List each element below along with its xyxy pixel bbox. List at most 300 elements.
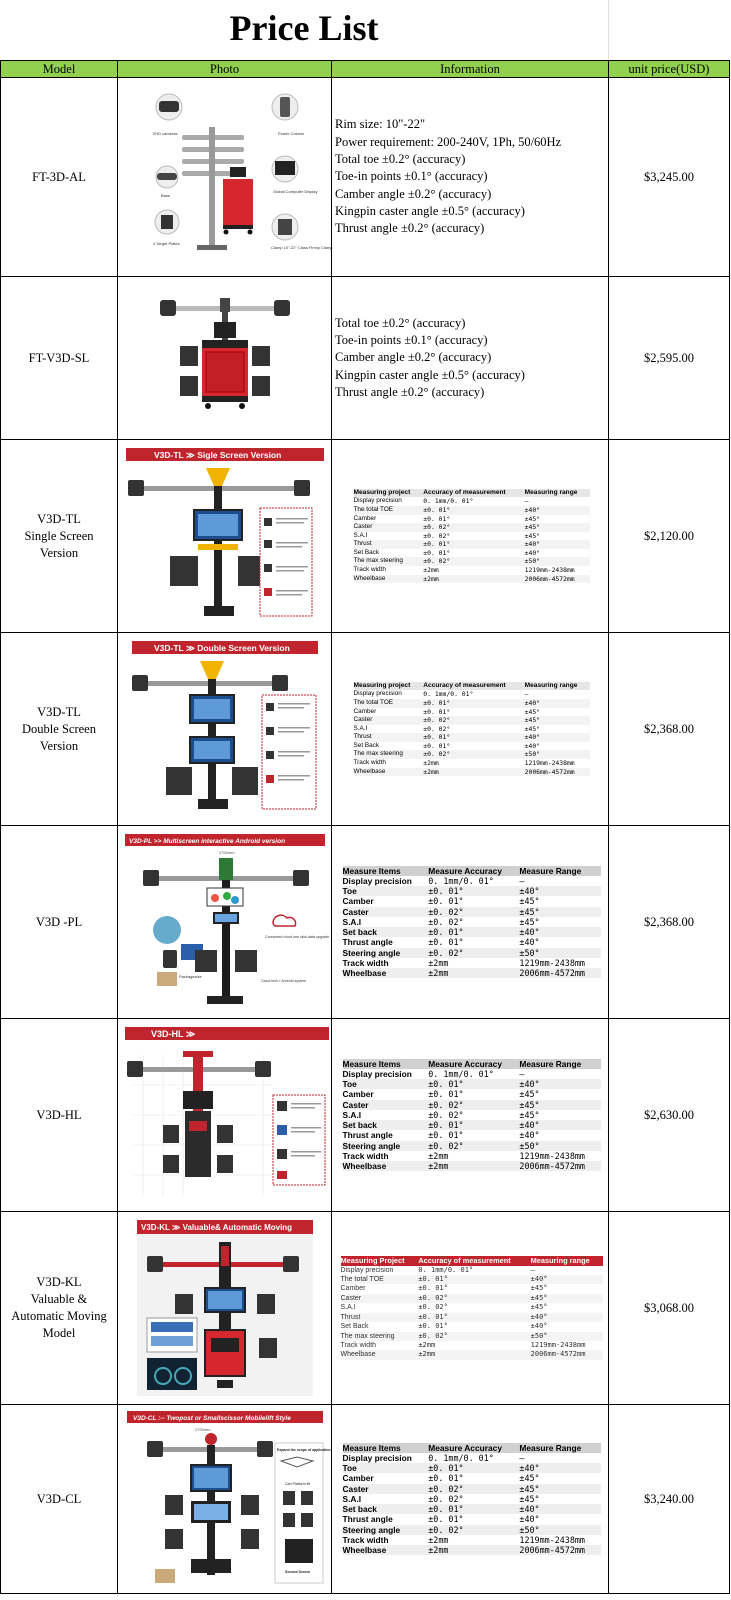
spec-item: Toe bbox=[343, 1463, 429, 1473]
spec-row bbox=[341, 1266, 603, 1275]
model-cell bbox=[1, 440, 118, 633]
spec-range: ±45° bbox=[519, 916, 540, 927]
spec-accuracy: ±0. 02° bbox=[428, 1484, 519, 1494]
spec-item: The total TOE bbox=[341, 1275, 419, 1284]
photo-label: Cart Platform lift bbox=[284, 1482, 310, 1486]
spec-item: Set Back bbox=[353, 548, 380, 556]
spec-header-row bbox=[343, 1059, 601, 1069]
info-cell bbox=[332, 78, 609, 277]
table-row bbox=[1, 277, 730, 440]
spec-accuracy: ±0. 01° bbox=[428, 1504, 519, 1514]
spec-range: ±45° bbox=[519, 1100, 600, 1110]
spec-item: Set back bbox=[343, 927, 429, 937]
spec-row bbox=[354, 733, 590, 742]
spec-item: S.A.I bbox=[353, 531, 368, 539]
spec-row bbox=[354, 506, 590, 515]
photo-label: Clamp 10"-22" Class Firmly Clamp bbox=[270, 245, 333, 250]
spec-header: Accuracy of measurement bbox=[423, 682, 524, 691]
spec-row bbox=[354, 699, 590, 708]
spec-range: ±45° bbox=[524, 531, 541, 540]
model-name: V3D-KL bbox=[36, 1275, 82, 1289]
spec-accuracy: ±0. 01° bbox=[428, 927, 519, 937]
spec-header: Measure Accuracy bbox=[428, 1059, 519, 1069]
spec-accuracy: 0. 1mm/0. 01° bbox=[428, 1453, 494, 1464]
spec-range: ±40° bbox=[519, 1120, 600, 1130]
spec-row bbox=[354, 708, 590, 717]
spec-range: ±45° bbox=[519, 1089, 540, 1100]
spec-range: ±45° bbox=[519, 907, 600, 917]
spec-range: ±40° bbox=[519, 1130, 540, 1141]
spec-item: Track width bbox=[353, 759, 386, 767]
spec-row bbox=[341, 1303, 603, 1312]
spec-accuracy: ±0. 02° bbox=[418, 1294, 530, 1303]
spec-header: Measuring range bbox=[525, 489, 590, 498]
photo-label: 4 Target Plates bbox=[152, 241, 180, 246]
model-cell bbox=[1, 277, 118, 440]
spec-item: Thrust bbox=[341, 1313, 419, 1322]
spec-header: Measure Items bbox=[343, 1443, 429, 1453]
info-line: Total toe ±0.2° (accuracy) bbox=[335, 315, 466, 330]
spec-accuracy: ±0. 01° bbox=[423, 506, 524, 515]
spec-row bbox=[343, 886, 601, 896]
spec-row bbox=[343, 1494, 601, 1504]
spec-row bbox=[343, 1473, 601, 1483]
spec-item: Set Back bbox=[353, 741, 380, 749]
spec-range: 2006mm-4572mm bbox=[531, 1350, 603, 1359]
spec-header: Measuring project bbox=[354, 682, 424, 691]
photo-cell bbox=[118, 440, 332, 633]
price-cell: $2,120.00 bbox=[609, 440, 730, 633]
model-name: V3D -PL bbox=[35, 914, 83, 929]
spec-accuracy: ±0. 01° bbox=[428, 1463, 519, 1473]
spec-range: ±50° bbox=[525, 750, 590, 759]
spec-accuracy: ±0. 02° bbox=[418, 1303, 448, 1312]
spec-range: 1219mm-2438mm bbox=[524, 759, 575, 768]
info-line: Camber angle ±0.2° (accuracy) bbox=[335, 350, 492, 365]
spec-item: Display precision bbox=[342, 876, 412, 887]
spec-header: Measure Range bbox=[519, 1443, 600, 1453]
table-row bbox=[1, 1212, 730, 1405]
model-name: FT-V3D-SL bbox=[28, 350, 90, 365]
spec-accuracy: ±0. 01° bbox=[423, 514, 451, 523]
model-name: V3D-TL bbox=[37, 704, 81, 719]
spec-item: Caster bbox=[354, 716, 424, 725]
spec-row bbox=[343, 1141, 601, 1151]
spec-header: Accuracy of measurement bbox=[418, 1256, 530, 1265]
info-cell bbox=[332, 826, 609, 1019]
spec-header: Measure Items bbox=[343, 866, 429, 876]
spec-accuracy: ±0. 02° bbox=[428, 916, 464, 927]
spec-accuracy: ±2mm bbox=[423, 759, 439, 768]
spec-item: Caster bbox=[354, 523, 424, 532]
spec-item: Track width bbox=[340, 1341, 377, 1349]
table-row bbox=[1, 1019, 730, 1212]
spec-range: ±50° bbox=[519, 1141, 600, 1151]
spec-accuracy: ±0. 02° bbox=[423, 724, 451, 733]
spec-accuracy: ±0. 02° bbox=[423, 750, 524, 759]
table-row bbox=[1, 633, 730, 826]
spec-row bbox=[354, 532, 590, 541]
spec-row bbox=[343, 1079, 601, 1089]
spec-range: ±40° bbox=[524, 741, 541, 750]
table-header-row bbox=[1, 61, 730, 78]
photo-cell bbox=[118, 1212, 332, 1405]
spec-item: Display precision bbox=[342, 1069, 412, 1080]
spec-accuracy: ±0. 02° bbox=[428, 907, 519, 917]
price-cell: $2,368.00 bbox=[609, 826, 730, 1019]
photo-cell bbox=[118, 277, 332, 440]
spec-range: ±50° bbox=[531, 1332, 603, 1341]
spec-item: S.A.I bbox=[342, 1109, 362, 1120]
spec-row bbox=[343, 1484, 601, 1494]
spec-item: Thrust angle bbox=[342, 1130, 393, 1141]
product-photo-v3d-tl-single bbox=[124, 446, 326, 626]
info-line: Toe-in points ±0.1° (accuracy) bbox=[335, 169, 488, 184]
spec-accuracy: ±0. 02° bbox=[428, 1141, 519, 1151]
spec-item: Steering angle bbox=[343, 1525, 429, 1535]
price-cell: $2,630.00 bbox=[609, 1019, 730, 1212]
product-photo-v3d-pl bbox=[123, 832, 327, 1012]
info-line: Thrust angle ±0.2° (accuracy) bbox=[335, 384, 485, 399]
spec-accuracy: ±0. 02° bbox=[428, 1109, 464, 1120]
spec-header: Accuracy of measurement bbox=[423, 489, 524, 498]
spec-row bbox=[343, 1100, 601, 1110]
spec-range: ±40° bbox=[519, 886, 600, 896]
spec-item: Camber bbox=[353, 514, 377, 522]
info-cell bbox=[332, 1019, 609, 1212]
spec-item: Wheelbase bbox=[343, 1161, 429, 1171]
spec-row bbox=[343, 948, 601, 958]
spec-range: ±45° bbox=[524, 514, 541, 523]
spec-header: Measure Items bbox=[343, 1059, 429, 1069]
photo-banner: V3D-TL ≫ Double Screen Version bbox=[153, 643, 290, 653]
spec-range: ±40° bbox=[530, 1322, 548, 1331]
table-row bbox=[1, 1405, 730, 1594]
header-photo: Photo bbox=[118, 61, 332, 78]
info-line: Kingpin caster angle ±0.5° (accuracy) bbox=[335, 367, 525, 382]
spec-row bbox=[343, 937, 601, 947]
photo-label: Expand the scope of application bbox=[276, 1448, 331, 1452]
price-cell: $3,240.00 bbox=[609, 1405, 730, 1594]
spec-accuracy: 0. 1mm/0. 01° bbox=[418, 1265, 474, 1274]
spec-item: Display precision bbox=[340, 1266, 394, 1274]
spec-row bbox=[343, 1161, 601, 1171]
price-cell: $2,368.00 bbox=[609, 633, 730, 826]
product-photo-ft-v3d-sl bbox=[150, 288, 300, 428]
spec-item: The max steering bbox=[341, 1332, 419, 1341]
spec-header: Measuring range bbox=[531, 1256, 603, 1265]
spec-item: Set back bbox=[343, 1504, 429, 1514]
info-line: Kingpin caster angle ±0.5° (accuracy) bbox=[335, 203, 525, 218]
spec-item: Wheelbase bbox=[341, 1350, 419, 1359]
spec-accuracy: 0. 1mm/0. 01° bbox=[423, 690, 474, 699]
info-line: Total toe ±0.2° (accuracy) bbox=[335, 152, 466, 167]
spec-range: 2006mm-4572mm bbox=[519, 968, 600, 978]
spec-table bbox=[354, 489, 590, 584]
model-cell bbox=[1, 78, 118, 277]
spec-accuracy: ±0. 01° bbox=[428, 1130, 464, 1141]
model-cell bbox=[1, 1019, 118, 1212]
spec-accuracy: ±2mm bbox=[423, 566, 439, 575]
spec-range: ±50° bbox=[519, 948, 600, 958]
spec-item: Wheelbase bbox=[343, 1545, 429, 1555]
spec-range: 1219mm-2438mm bbox=[519, 1534, 585, 1545]
spec-accuracy: ±0. 01° bbox=[423, 548, 451, 557]
spec-item: Thrust bbox=[354, 733, 424, 742]
photo-cell bbox=[118, 78, 332, 277]
info-cell bbox=[332, 277, 609, 440]
spec-row bbox=[354, 690, 590, 699]
info-line: Thrust angle ±0.2° (accuracy) bbox=[335, 221, 485, 236]
spec-row bbox=[343, 917, 601, 927]
model-name: Double Screen bbox=[22, 721, 96, 736]
spec-accuracy: ±0. 02° bbox=[423, 531, 451, 540]
spec-item: Camber bbox=[342, 896, 374, 907]
spec-range: – bbox=[519, 1069, 525, 1080]
spec-row bbox=[343, 1504, 601, 1514]
spec-accuracy: ±2mm bbox=[428, 1150, 449, 1161]
spec-table bbox=[343, 866, 601, 978]
spec-range: 1219mm-2438mm bbox=[519, 957, 585, 968]
spec-row bbox=[354, 515, 590, 524]
spec-range: 1219mm-2438mm bbox=[530, 1340, 586, 1349]
price-cell: $3,068.00 bbox=[609, 1212, 730, 1405]
photo-label: Power Column bbox=[277, 131, 304, 136]
spec-row bbox=[343, 1453, 601, 1463]
spec-header: Measuring range bbox=[525, 682, 590, 691]
spec-accuracy: ±0. 01° bbox=[428, 1120, 519, 1130]
spec-item: S.A.I bbox=[342, 916, 362, 927]
spec-range: 1219mm-2438mm bbox=[524, 566, 575, 575]
photo-banner: V3D-PL >> Multiscreen interactive Android version bbox=[128, 838, 285, 845]
spec-row bbox=[343, 1089, 601, 1099]
spec-range: ±40° bbox=[519, 1463, 600, 1473]
photo-label: Connected cloud one click data upgrade bbox=[264, 935, 329, 939]
spec-row bbox=[343, 876, 601, 886]
spec-row bbox=[343, 1151, 601, 1161]
spec-row bbox=[343, 1110, 601, 1120]
spec-row bbox=[341, 1332, 603, 1341]
spec-row bbox=[341, 1284, 603, 1293]
spec-range: ±40° bbox=[524, 548, 541, 557]
page-title: Price List bbox=[229, 8, 379, 48]
spec-range: ±45° bbox=[524, 724, 541, 733]
product-photo-ft-3d-al bbox=[125, 87, 333, 267]
photo-label: Global Computer Display bbox=[272, 189, 317, 194]
spec-header-row bbox=[354, 489, 590, 498]
spec-accuracy: ±0. 01° bbox=[428, 937, 464, 948]
spec-row bbox=[341, 1275, 603, 1284]
spec-range: ±40° bbox=[525, 733, 590, 742]
spec-table bbox=[343, 1443, 601, 1555]
spec-header-row bbox=[354, 682, 590, 691]
spec-header-row bbox=[343, 866, 601, 876]
photo-label: Cloud tech • Android system bbox=[260, 979, 306, 983]
spec-range: ±45° bbox=[530, 1284, 548, 1293]
spec-row bbox=[343, 968, 601, 978]
spec-item: Wheelbase bbox=[354, 575, 424, 584]
spec-header: Measure Accuracy bbox=[428, 1443, 519, 1453]
info-line: Power requirement: 200-240V, 1Ph, 50/60Hz bbox=[335, 134, 562, 149]
photo-label: 2700mm bbox=[218, 850, 235, 855]
spec-accuracy: ±0. 02° bbox=[428, 1525, 519, 1535]
spec-range: – bbox=[524, 690, 529, 699]
spec-accuracy: ±2mm bbox=[423, 768, 524, 777]
spec-item: Track width bbox=[353, 566, 386, 574]
spec-row bbox=[341, 1350, 603, 1359]
header-model: Model bbox=[1, 61, 118, 78]
spec-range: ±45° bbox=[530, 1303, 548, 1312]
spec-range: – bbox=[519, 876, 525, 887]
spec-item: Steering angle bbox=[343, 1141, 429, 1151]
price-cell: $3,245.00 bbox=[609, 78, 730, 277]
spec-accuracy: ±0. 02° bbox=[428, 948, 519, 958]
photo-label: Second Screen bbox=[284, 1570, 310, 1574]
spec-item: The max steering bbox=[354, 750, 424, 759]
spec-accuracy: 0. 1mm/0. 01° bbox=[428, 1069, 494, 1080]
spec-range: ±40° bbox=[525, 540, 590, 549]
spec-item: S.A.I bbox=[353, 724, 368, 732]
model-name: Automatic Moving bbox=[11, 1309, 107, 1323]
spec-accuracy: ±0. 01° bbox=[423, 699, 524, 708]
spec-range: ±45° bbox=[519, 1473, 540, 1484]
info-cell bbox=[332, 1405, 609, 1594]
spec-accuracy: ±2mm bbox=[428, 1534, 449, 1545]
spec-header: Measuring project bbox=[354, 489, 424, 498]
spec-row bbox=[343, 1130, 601, 1140]
header-information: Information bbox=[332, 61, 609, 78]
spec-item: Caster bbox=[343, 1484, 429, 1494]
spec-accuracy: ±0. 01° bbox=[428, 1079, 519, 1089]
spec-range: 2006mm-4572mm bbox=[519, 1545, 600, 1555]
model-name: Version bbox=[39, 738, 79, 753]
product-photo-v3d-cl bbox=[125, 1409, 331, 1589]
spec-row bbox=[341, 1322, 603, 1331]
info-cell bbox=[332, 633, 609, 826]
spec-item: S.A.I bbox=[340, 1304, 356, 1312]
spec-header: Measure Range bbox=[519, 1059, 600, 1069]
spec-accuracy: 0. 1mm/0. 01° bbox=[428, 876, 494, 887]
title-cell-blank bbox=[608, 0, 731, 60]
model-name: Single Screen bbox=[24, 528, 94, 543]
spec-row bbox=[354, 523, 590, 532]
model-cell bbox=[1, 633, 118, 826]
photo-cell bbox=[118, 1405, 332, 1594]
spec-item: Toe bbox=[343, 1079, 429, 1089]
header-price: unit price(USD) bbox=[609, 61, 730, 78]
product-photo-v3d-kl bbox=[135, 1218, 315, 1398]
spec-accuracy: ±0. 02° bbox=[418, 1332, 530, 1341]
spec-accuracy: ±0. 01° bbox=[418, 1322, 448, 1331]
model-cell bbox=[1, 826, 118, 1019]
spec-range: ±45° bbox=[519, 1484, 600, 1494]
model-name: V3D-HL bbox=[36, 1107, 82, 1122]
spec-row bbox=[343, 958, 601, 968]
spec-accuracy: ±0. 02° bbox=[423, 557, 524, 566]
spec-accuracy: ±0. 01° bbox=[428, 896, 464, 907]
photo-banner: V3D-HL ≫ bbox=[150, 1029, 195, 1039]
spec-accuracy: ±0. 01° bbox=[428, 1089, 464, 1100]
spec-header-row bbox=[341, 1256, 603, 1265]
table-row bbox=[1, 826, 730, 1019]
spec-row bbox=[343, 1545, 601, 1555]
photo-label: 2700mm bbox=[194, 1427, 211, 1432]
spec-item: Caster bbox=[343, 1100, 429, 1110]
model-cell bbox=[1, 1405, 118, 1594]
spec-accuracy: ±0. 02° bbox=[428, 1493, 464, 1504]
spec-item: Toe bbox=[343, 886, 429, 896]
spec-item: Display precision bbox=[342, 1453, 412, 1464]
spec-row bbox=[354, 566, 590, 575]
spec-range: – bbox=[519, 1453, 525, 1464]
spec-range: 2006mm-4572mm bbox=[525, 768, 590, 777]
spec-row bbox=[354, 540, 590, 549]
spec-range: ±50° bbox=[525, 557, 590, 566]
spec-row bbox=[354, 742, 590, 751]
spec-header: Measuring Project bbox=[341, 1256, 419, 1265]
info-line: Camber angle ±0.2° (accuracy) bbox=[335, 186, 492, 201]
spec-accuracy: ±0. 01° bbox=[423, 741, 451, 750]
photo-label: Base bbox=[160, 193, 170, 198]
model-cell bbox=[1, 1212, 118, 1405]
spec-item: Thrust angle bbox=[342, 1514, 393, 1525]
spec-row bbox=[354, 575, 590, 584]
spec-range: ±45° bbox=[524, 707, 541, 716]
photo-label: Packagesize bbox=[178, 974, 202, 979]
price-table bbox=[0, 60, 730, 1594]
spec-item: Caster bbox=[341, 1294, 419, 1303]
photo-cell bbox=[118, 1019, 332, 1212]
spec-accuracy: ±0. 02° bbox=[428, 1100, 519, 1110]
spec-row bbox=[343, 1514, 601, 1524]
spec-header: Measure Accuracy bbox=[428, 866, 519, 876]
info-cell bbox=[332, 440, 609, 633]
spec-item: The max steering bbox=[354, 557, 424, 566]
spec-table bbox=[341, 1256, 603, 1359]
spec-accuracy: 0. 1mm/0. 01° bbox=[423, 497, 474, 506]
spec-item: Camber bbox=[340, 1285, 366, 1293]
spec-range: 2006mm-4572mm bbox=[525, 575, 590, 584]
photo-cell bbox=[118, 826, 332, 1019]
spec-range: ±40° bbox=[531, 1313, 603, 1322]
spec-accuracy: ±2mm bbox=[428, 1161, 519, 1171]
spec-table bbox=[343, 1059, 601, 1171]
spec-item: Steering angle bbox=[343, 948, 429, 958]
spec-item: Camber bbox=[353, 707, 377, 715]
spec-item: Set Back bbox=[340, 1323, 369, 1331]
info-cell bbox=[332, 1212, 609, 1405]
spec-row bbox=[354, 557, 590, 566]
spec-accuracy: ±0. 01° bbox=[428, 1473, 464, 1484]
spec-range: ±45° bbox=[525, 523, 590, 532]
product-photo-v3d-tl-double bbox=[130, 639, 320, 819]
photo-banner: V3D-KL ≫ Valuable& Automatic Moving bbox=[140, 1223, 292, 1232]
spec-header-row bbox=[343, 1443, 601, 1453]
model-name: Valuable & bbox=[30, 1292, 88, 1306]
spec-item: Wheelbase bbox=[354, 768, 424, 777]
spec-range: ±45° bbox=[519, 896, 540, 907]
spec-row bbox=[343, 896, 601, 906]
spec-accuracy: ±2mm bbox=[428, 957, 449, 968]
spec-item: Track width bbox=[342, 957, 389, 968]
spec-header: Measure Range bbox=[519, 866, 600, 876]
spec-row bbox=[341, 1294, 603, 1303]
spec-accuracy: ±0. 01° bbox=[418, 1313, 530, 1322]
spec-item: Camber bbox=[342, 1473, 374, 1484]
spec-range: ±50° bbox=[519, 1525, 600, 1535]
spec-item: S.A.I bbox=[342, 1493, 362, 1504]
spec-item: Display precision bbox=[353, 690, 402, 698]
